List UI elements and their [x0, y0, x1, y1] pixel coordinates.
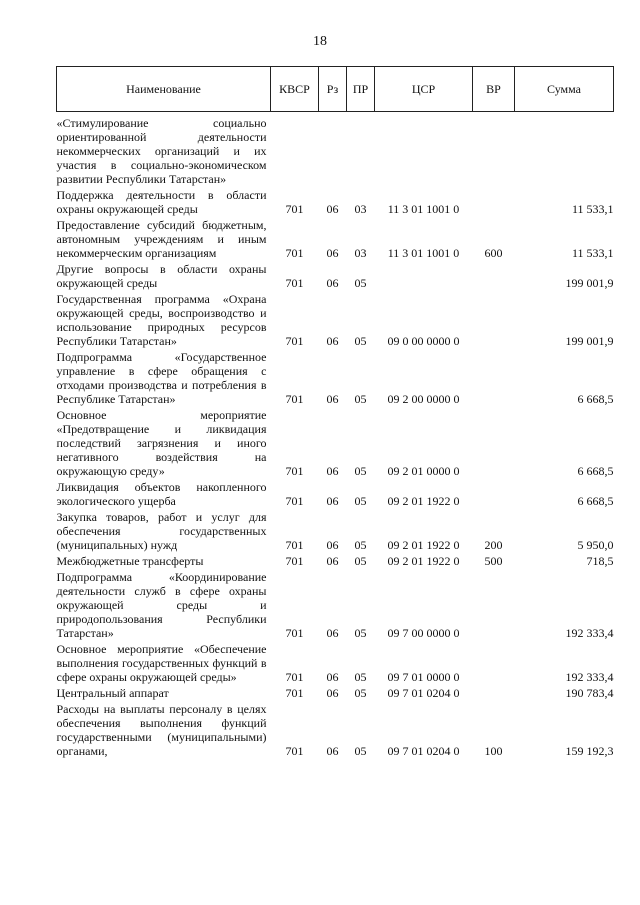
- page-number: 18: [313, 34, 327, 49]
- row-pr: 05: [354, 538, 367, 552]
- row-pr: 03: [354, 246, 367, 260]
- row-csr: 09 7 01 0204 0: [387, 744, 460, 758]
- header-csr: ЦСР: [375, 67, 473, 112]
- row-vr: [473, 186, 515, 216]
- row-sum: 159 192,3: [565, 744, 614, 758]
- table-row: [57, 406, 614, 478]
- row-csr: 09 7 01 0000 0: [387, 670, 460, 684]
- row-rz: 06: [326, 538, 339, 552]
- row-rz: 06: [326, 686, 339, 700]
- row-vr: [473, 260, 515, 290]
- row-sum: 6 668,5: [577, 392, 614, 406]
- row-name: Подпрограмма «Государственное управление в сфере обращения с отходами производства и потребления в Республике Татарстан»: [56, 350, 267, 406]
- row-rz: 06: [326, 626, 339, 640]
- row-name: Ликвидация объектов накопленного экологического ущерба: [56, 480, 267, 508]
- row-csr: 09 7 00 0000 0: [387, 626, 460, 640]
- header-vr: ВР: [473, 67, 515, 112]
- row-kvsr: [271, 112, 319, 187]
- row-csr: 09 2 01 1922 0: [387, 538, 460, 552]
- table-header-row: [57, 67, 614, 112]
- row-name: Государственная программа «Охрана окружающей среды, воспроизводство и использование природных ресурсов Республики Татарстан»: [56, 292, 267, 348]
- row-kvsr: 701: [285, 686, 304, 700]
- row-name: Закупка товаров, работ и услуг для обеспечения государственных (муниципальных) нужд: [56, 510, 267, 552]
- budget-table: [56, 66, 614, 758]
- table-row: [57, 640, 614, 684]
- row-sum: 718,5: [586, 554, 614, 568]
- row-csr: 11 3 01 1001 0: [387, 202, 460, 216]
- row-rz: [319, 112, 347, 187]
- row-vr: 500: [484, 554, 503, 568]
- row-pr: 05: [354, 626, 367, 640]
- table-row: [57, 568, 614, 640]
- table-row: [57, 508, 614, 552]
- row-pr: [347, 112, 375, 187]
- row-kvsr: 701: [285, 670, 304, 684]
- header-pr: ПР: [347, 67, 375, 112]
- row-rz: 06: [326, 744, 339, 758]
- row-sum: 199 001,9: [565, 334, 614, 348]
- table-row: [57, 684, 614, 700]
- row-sum: 192 333,4: [565, 626, 614, 640]
- table-row: [57, 348, 614, 406]
- row-sum: [515, 112, 614, 187]
- row-vr: 100: [484, 744, 503, 758]
- header-name: Наименование: [57, 67, 271, 112]
- row-csr: 09 2 00 0000 0: [387, 392, 460, 406]
- row-kvsr: 701: [285, 538, 304, 552]
- row-rz: 06: [326, 494, 339, 508]
- row-vr: 600: [484, 246, 503, 260]
- row-name: Подпрограмма «Координирование деятельности служб в сфере охраны окружающей среды и природопользования Республики Татарстан»: [56, 570, 267, 640]
- row-pr: 05: [354, 464, 367, 478]
- row-kvsr: 701: [285, 246, 304, 260]
- row-csr: 09 7 01 0204 0: [387, 686, 460, 700]
- row-rz: 06: [326, 202, 339, 216]
- row-pr: 05: [354, 276, 367, 290]
- row-csr: 11 3 01 1001 0: [387, 246, 460, 260]
- row-csr: [375, 112, 473, 187]
- row-vr: [473, 684, 515, 700]
- row-name: Расходы на выплаты персоналу в целях обеспечения выполнения функций государственными (муниципальными) органами,: [56, 702, 267, 758]
- row-name: Другие вопросы в области охраны окружающей среды: [56, 262, 267, 290]
- row-name: Межбюджетные трансферты: [56, 554, 204, 568]
- row-kvsr: 701: [285, 276, 304, 290]
- row-name: Поддержка деятельности в области охраны окружающей среды: [56, 188, 267, 216]
- row-sum: 5 950,0: [577, 538, 614, 552]
- table-row: [57, 552, 614, 568]
- row-sum: 199 001,9: [565, 276, 614, 290]
- row-csr: 09 2 01 0000 0: [387, 464, 460, 478]
- row-pr: 03: [354, 202, 367, 216]
- row-kvsr: 701: [285, 744, 304, 758]
- row-pr: 05: [354, 334, 367, 348]
- header-kvsr: КВСР: [271, 67, 319, 112]
- row-vr: 200: [484, 538, 503, 552]
- row-kvsr: 701: [285, 464, 304, 478]
- table-row: [57, 478, 614, 508]
- row-pr: 05: [354, 554, 367, 568]
- row-rz: 06: [326, 554, 339, 568]
- row-name: Основное мероприятие «Предотвращение и ликвидация последствий загрязнения и иного негативного воздействия на окружающую среду»: [56, 408, 267, 478]
- row-kvsr: 701: [285, 494, 304, 508]
- row-vr: [473, 112, 515, 187]
- header-sum: Сумма: [515, 67, 614, 112]
- table-row: [57, 290, 614, 348]
- row-sum: 11 533,1: [571, 246, 614, 260]
- row-csr: 09 2 01 1922 0: [387, 554, 460, 568]
- row-vr: [473, 568, 515, 640]
- row-sum: 6 668,5: [577, 464, 614, 478]
- row-rz: 06: [326, 246, 339, 260]
- row-rz: 06: [326, 464, 339, 478]
- row-rz: 06: [326, 670, 339, 684]
- row-kvsr: 701: [285, 392, 304, 406]
- row-pr: 05: [354, 744, 367, 758]
- row-rz: 06: [326, 276, 339, 290]
- row-vr: [473, 640, 515, 684]
- row-rz: 06: [326, 334, 339, 348]
- row-rz: 06: [326, 392, 339, 406]
- row-csr: [375, 260, 473, 290]
- table-row: [57, 260, 614, 290]
- row-sum: 11 533,1: [571, 202, 614, 216]
- row-pr: 05: [354, 670, 367, 684]
- header-rz: Рз: [319, 67, 347, 112]
- row-kvsr: 701: [285, 334, 304, 348]
- row-vr: [473, 290, 515, 348]
- table-row: [57, 186, 614, 216]
- row-name: Основное мероприятие «Обеспечение выполнения государственных функций в сфере охраны окружающей среды»: [56, 642, 267, 684]
- row-kvsr: 701: [285, 554, 304, 568]
- row-pr: 05: [354, 392, 367, 406]
- row-sum: 192 333,4: [565, 670, 614, 684]
- row-vr: [473, 478, 515, 508]
- row-name: Центральный аппарат: [56, 686, 169, 700]
- table-row: [57, 700, 614, 758]
- row-csr: 09 0 00 0000 0: [387, 334, 460, 348]
- row-vr: [473, 406, 515, 478]
- row-sum: 6 668,5: [577, 494, 614, 508]
- table-row: [57, 112, 614, 187]
- row-csr: 09 2 01 1922 0: [387, 494, 460, 508]
- row-kvsr: 701: [285, 626, 304, 640]
- row-sum: 190 783,4: [565, 686, 614, 700]
- row-name: Предоставление субсидий бюджетным, автономным учреждениям и иным некоммерческим организациям: [56, 218, 267, 260]
- row-vr: [473, 348, 515, 406]
- row-name: «Стимулирование социально ориентированной деятельности некоммерческих организаций и их участия в социально-экономическом развитии Республики Татарстан»: [56, 116, 267, 186]
- table-row: [57, 216, 614, 260]
- row-pr: 05: [354, 686, 367, 700]
- row-pr: 05: [354, 494, 367, 508]
- row-kvsr: 701: [285, 202, 304, 216]
